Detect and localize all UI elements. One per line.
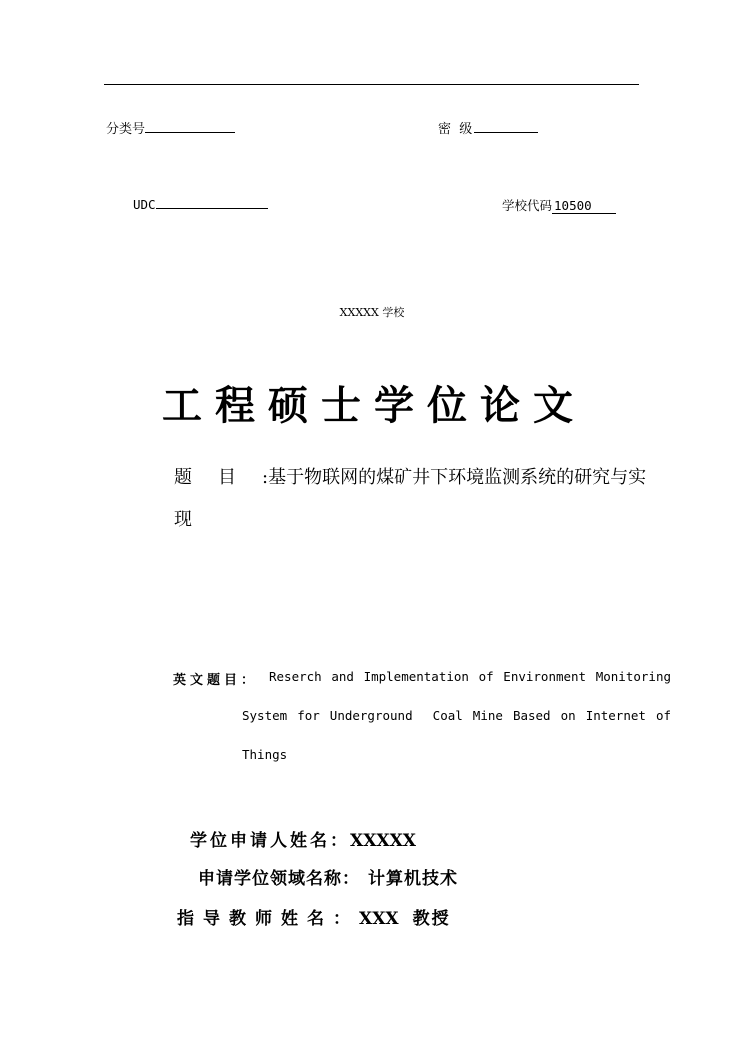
advisor-title: 教授 — [412, 909, 451, 929]
english-topic-line1: Reserch and Implementation of Environment Monitoring — [269, 669, 671, 684]
chinese-topic-text-1: 基于物联网的煤矿井下环境监测系统的研究与实 — [268, 467, 647, 488]
chinese-topic-line1 — [174, 463, 646, 489]
top-rule — [104, 84, 639, 85]
advisor-value: XXX — [359, 909, 399, 929]
classification-blank — [145, 120, 235, 133]
advisor-row — [177, 904, 451, 929]
secrecy-blank — [474, 120, 538, 133]
english-topic-line3: Things — [242, 747, 288, 762]
udc-blank — [156, 196, 268, 209]
applicant-label: 学位申请人姓名： — [190, 831, 350, 851]
chinese-topic-colon: : — [262, 467, 269, 488]
udc-field — [133, 196, 268, 212]
school-code-value: 10500 — [552, 198, 616, 214]
chinese-topic-label: 题目 — [174, 467, 262, 488]
school-code-label: 学校代码 — [502, 198, 553, 213]
degree-title: 工程硕士学位论文 — [162, 382, 586, 429]
school-code-field — [502, 196, 616, 214]
field-value: 计算机技术 — [368, 869, 458, 889]
secrecy-label: 密 级 — [438, 122, 473, 137]
advisor-label: 指导教师姓名： — [177, 909, 359, 929]
school-name: XXXXX 学校 — [339, 306, 405, 319]
english-topic-line2: System for Underground Coal Mine Based on Internet of — [242, 708, 671, 723]
applicant-row — [190, 826, 416, 851]
applicant-value: XXXXX — [350, 831, 416, 851]
field-row — [198, 864, 458, 889]
chinese-topic-text-2: 现 — [174, 509, 192, 530]
secrecy-field — [438, 118, 538, 137]
english-topic-label: 英文题目： — [173, 673, 259, 688]
classification-label: 分类号 — [106, 122, 146, 137]
udc-label: UDC — [133, 197, 156, 212]
field-label: 申请学位领域名称： — [198, 869, 360, 889]
classification-field — [106, 118, 235, 137]
